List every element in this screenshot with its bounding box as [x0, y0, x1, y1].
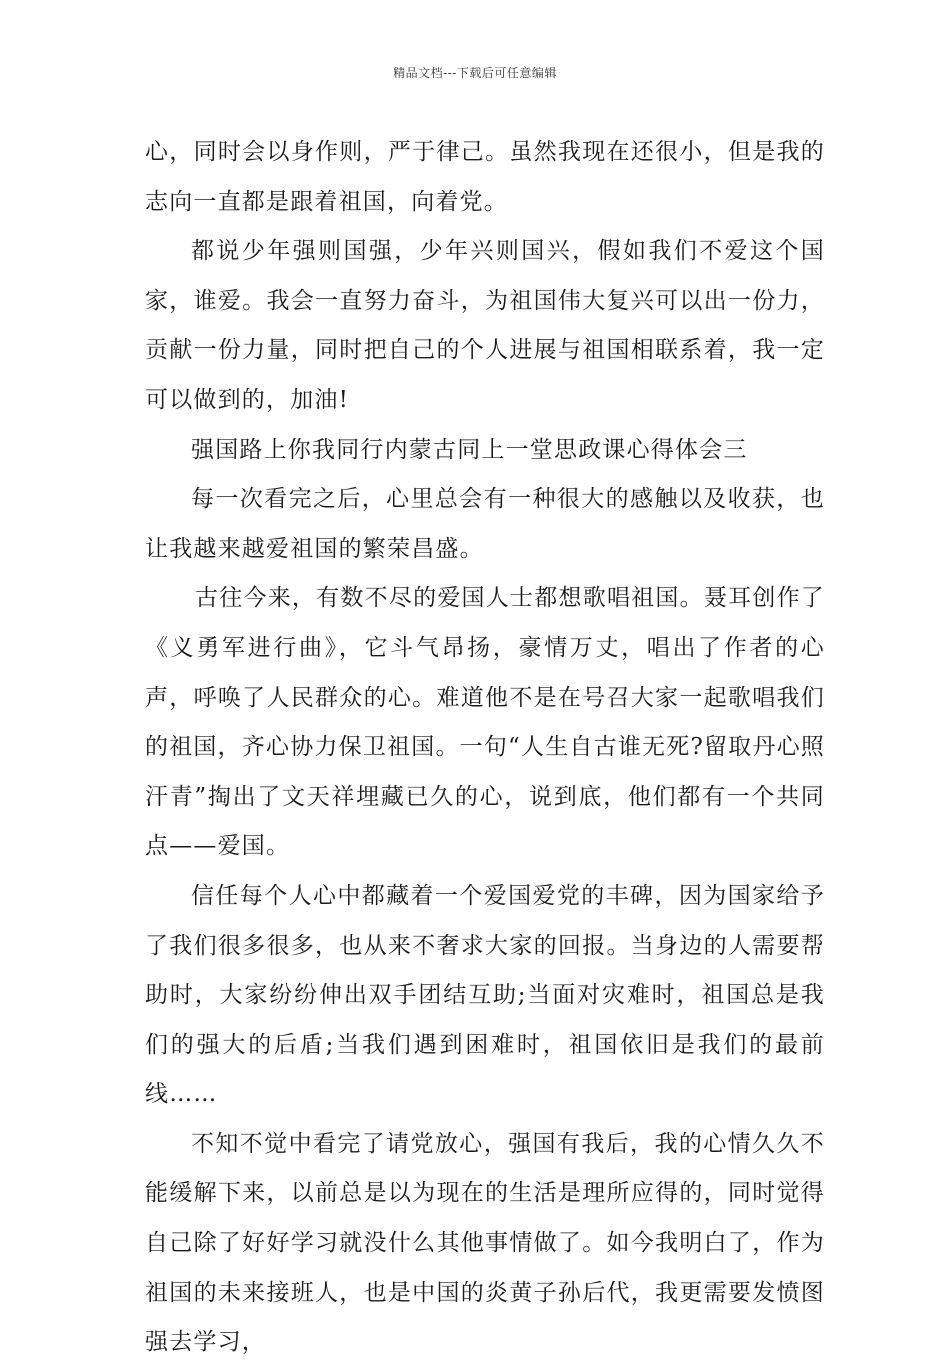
paragraph: 都说少年强则国强，少年兴则国兴，假如我们不爱这个国家，谁爱。我会一直努力奋斗，为祖国伟大复兴可以出一份力，贡献一份力量，同时把自己的个人进展与祖国相联系着，我一定可以做到的，加油!	[145, 238, 825, 413]
paragraph: 古往今来，有数不尽的爱国人士都想歌唱祖国。聂耳创作了《义勇军进行曲》，它斗气昂扬，豪情万丈，唱出了作者的心声，呼唤了人民群众的心。难道他不是在号召大家一起歌唱我们的祖国，齐心协力保卫祖国。一句“人生自古谁无死?留取丹心照汗青”掏出了文天祥埋藏已久的心，说到底，他们都有一个共同点——爱国。	[145, 585, 825, 860]
paragraph: 每一次看完之后，心里总会有一种很大的感触以及收获，也让我越来越爱祖国的繁荣昌盛。	[145, 486, 825, 562]
paragraph: 不知不觉中看完了请党放心，强国有我后，我的心情久久不能缓解下来，以前总是以为现在的生活是理所应得的，同时觉得自己除了好好学习就没什么其他事情做了。如今我明白了，作为祖国的未来接班人，也是中国的炎黄子孙后代，我更需要发愤图强去学习，	[145, 1130, 825, 1356]
paragraph: 心，同时会以身作则，严于律己。虽然我现在还很小，但是我的志向一直都是跟着祖国，向着党。	[145, 139, 825, 215]
paragraph: 信任每个人心中都藏着一个爱国爱党的丰碑，因为国家给予了我们很多很多，也从来不奢求大家的回报。当身边的人需要帮助时，大家纷纷伸出双手团结互助;当面对灾难时，祖国总是我们的强大的后盾;当我们遇到困难时，祖国依旧是我们的最前线……	[145, 882, 825, 1108]
document-body	[145, 128, 825, 1368]
page-header: 精品文档---下载后可任意编辑	[393, 66, 557, 80]
section-heading: 强国路上你我同行内蒙古同上一堂思政课心得体会三	[191, 436, 748, 463]
